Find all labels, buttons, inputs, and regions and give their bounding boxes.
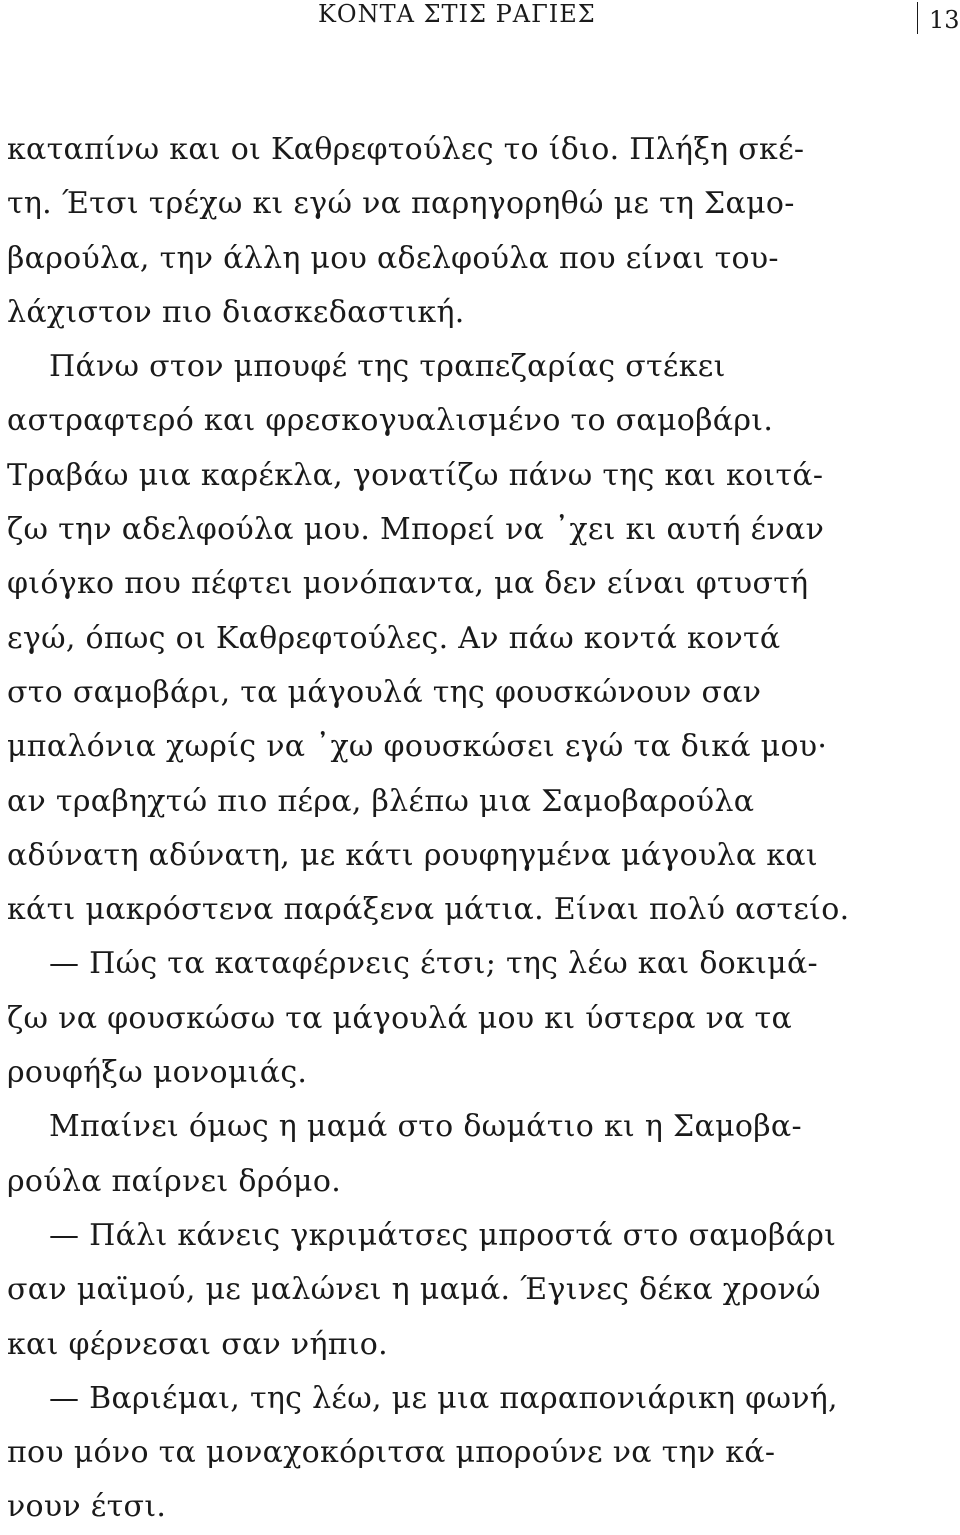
text-line: ρούλα παίρνει δρόμο. bbox=[7, 1163, 342, 1199]
text-line: φιόγκο που πέφτει μονόπαντα, μα δεν είναι φτυστή bbox=[7, 566, 809, 602]
text-line: ζω να φουσκώσω τα μάγουλά μου κι ύστερα να τα bbox=[7, 1000, 793, 1036]
text-line: κάτι μακρόστενα παράξενα μάτια. Είναι πολύ αστείο. bbox=[7, 892, 850, 928]
header-divider bbox=[917, 2, 918, 34]
text-line: στο σαμοβάρι, τα μάγουλά της φουσκώνουν σαν bbox=[7, 674, 762, 710]
page-number: 13 bbox=[929, 6, 960, 34]
text-line: μπαλόνια χωρίς να ᾽χω φουσκώσει εγώ τα δικά μου· bbox=[7, 729, 828, 765]
text-line: και φέρνεσαι σαν νήπιο. bbox=[7, 1326, 389, 1362]
text-line: σαν μαϊμού, με μαλώνει η μαμά. Έγινες δέκα χρονώ bbox=[7, 1272, 821, 1308]
text-line: — Πάλι κάνεις γκριμάτσες μπροστά στο σαμοβάρι bbox=[49, 1217, 837, 1253]
text-line: αν τραβηχτώ πιο πέρα, βλέπω μια Σαμοβαρούλα bbox=[7, 783, 755, 819]
text-line: καταπίνω και οι Καθρεφτούλες το ίδιο. Πλήξη σκέ- bbox=[7, 132, 805, 167]
text-line: Τραβάω μια καρέκλα, γονατίζω πάνω της και κοιτά- bbox=[7, 457, 824, 493]
text-line: τη. Έτσι τρέχω κι εγώ να παρηγορηθώ με τη Σαμο- bbox=[7, 186, 795, 222]
text-line: — Βαριέμαι, της λέω, με μια παραπονιάρικη φωνή, bbox=[49, 1380, 838, 1416]
text-line: νουν έτσι. bbox=[7, 1489, 167, 1525]
text-line: Πάνω στον μπουφέ της τραπεζαρίας στέκει bbox=[49, 349, 726, 385]
text-line: βαρούλα, την άλλη μου αδελφούλα που είναι του- bbox=[7, 240, 779, 276]
text-line: εγώ, όπως οι Καθρεφτούλες. Αν πάω κοντά κοντά bbox=[7, 620, 781, 656]
text-line: αστραφτερό και φρεσκογυαλισμένο το σαμοβάρι. bbox=[7, 403, 774, 439]
text-line: λάχιστον πιο διασκεδαστική. bbox=[7, 294, 465, 330]
text-line: ρουφήξω μονομιάς. bbox=[7, 1055, 308, 1091]
text-line: αδύνατη αδύνατη, με κάτι ρουφηγμένα μάγουλα και bbox=[7, 837, 818, 873]
body-text bbox=[0, 123, 960, 1535]
running-header bbox=[0, 0, 960, 40]
text-line: — Πώς τα καταφέρνεις έτσι; της λέω και δοκιμά- bbox=[49, 946, 818, 982]
text-line: Μπαίνει όμως η μαμά στο δωμάτιο κι η Σαμοβα- bbox=[49, 1109, 802, 1145]
text-line: που μόνο τα μοναχοκόριτσα μπορούνε να την κά- bbox=[7, 1435, 776, 1471]
running-title: ΚΟΝΤΑ ΣΤΙΣ ΡΑΓΙΕΣ bbox=[318, 0, 596, 28]
text-line: ζω την αδελφούλα μου. Μπορεί να ᾽χει κι αυτή έναν bbox=[7, 512, 825, 548]
